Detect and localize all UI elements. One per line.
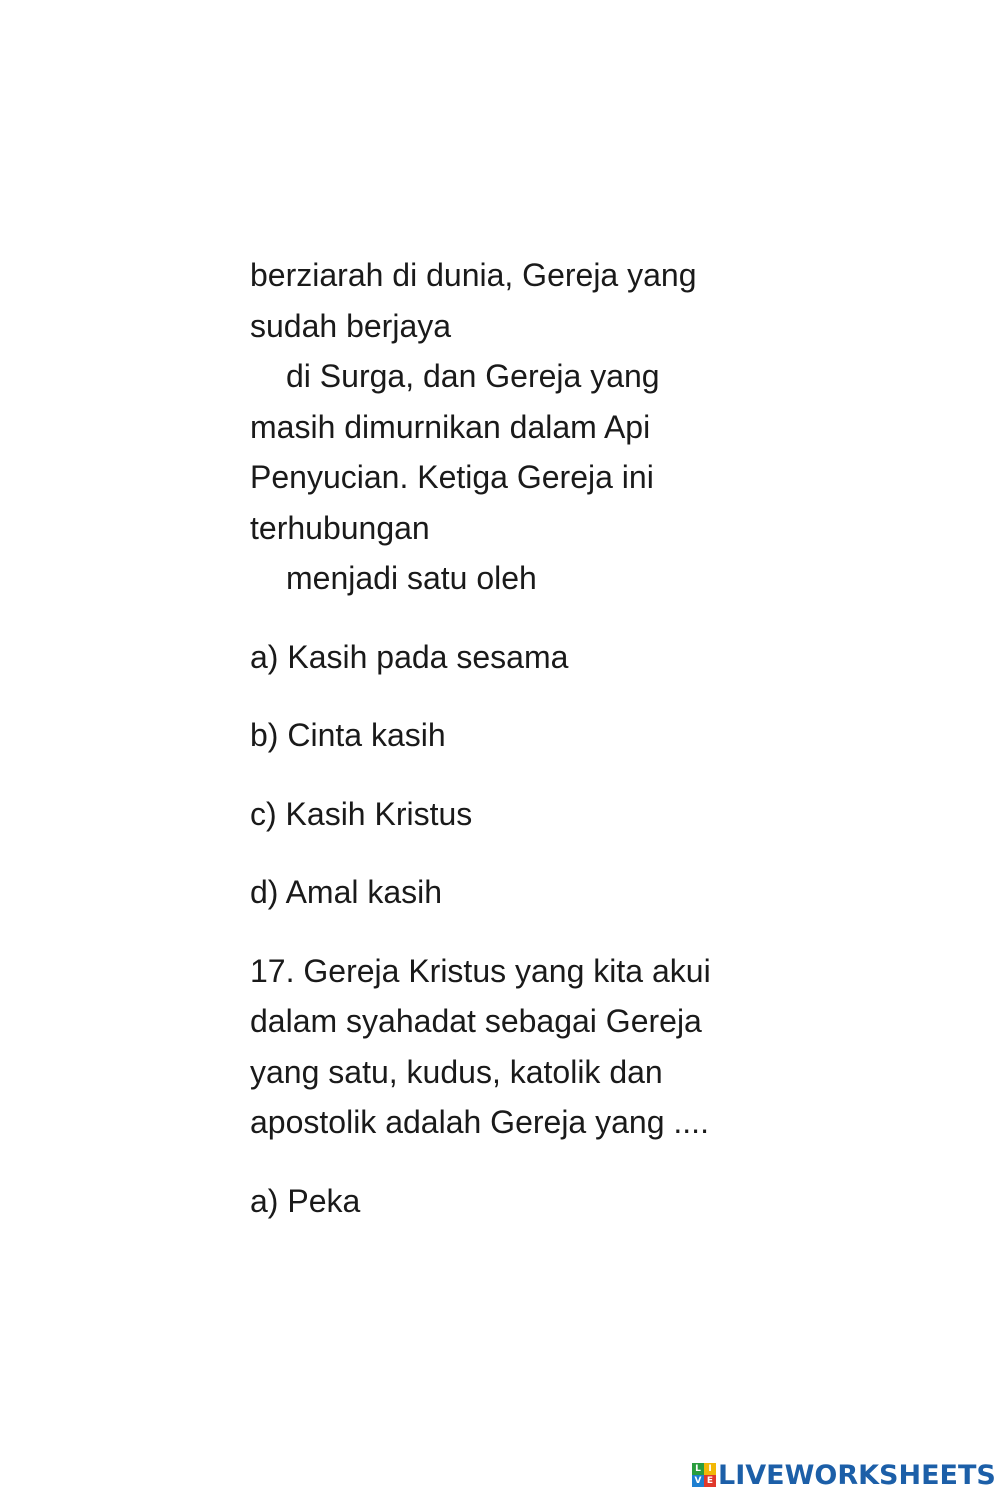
question-16-line: berziarah di dunia, Gereja yang xyxy=(250,257,697,293)
liveworksheets-logo-icon xyxy=(692,1463,716,1487)
question-16-line: sudah berjaya xyxy=(250,307,452,344)
logo-mark-letter: I xyxy=(704,1463,716,1475)
question-16-line: terhubungan xyxy=(250,509,430,546)
question-17-option-a: a) Peka xyxy=(250,1182,361,1219)
question-16-line: di Surga, dan Gereja yang xyxy=(286,358,660,394)
question-16-option-a: a) Kasih pada sesama xyxy=(250,638,569,675)
question-16-option-c: c) Kasih Kristus xyxy=(250,795,473,832)
question-16-option-d: d) Amal kasih xyxy=(250,874,443,910)
logo-mark-letter: E xyxy=(704,1475,716,1487)
question-16-line: menjadi satu oleh xyxy=(286,560,537,596)
question-17-line: yang satu, kudus, katolik dan xyxy=(250,1053,663,1090)
question-16-line: masih dimurnikan dalam Api xyxy=(250,408,651,445)
question-16-line: Penyucian. Ketiga Gereja ini xyxy=(250,459,654,495)
question-16-stem xyxy=(250,250,770,604)
question-16-option-b: b) Cinta kasih xyxy=(250,717,446,753)
liveworksheets-logo xyxy=(692,1458,996,1492)
logo-mark-letter: V xyxy=(692,1475,704,1487)
question-17-line: dalam syahadat sebagai Gereja xyxy=(250,1003,702,1039)
question-17-stem xyxy=(250,946,770,1148)
question-17-line: 17. Gereja Kristus yang kita akui xyxy=(250,952,711,989)
question-17-line: apostolik adalah Gereja yang .... xyxy=(250,1104,709,1140)
logo-mark-letter: L xyxy=(692,1463,704,1475)
worksheet-content xyxy=(250,250,770,1226)
liveworksheets-logo-text: LIVEWORKSHEETS xyxy=(718,1459,996,1491)
